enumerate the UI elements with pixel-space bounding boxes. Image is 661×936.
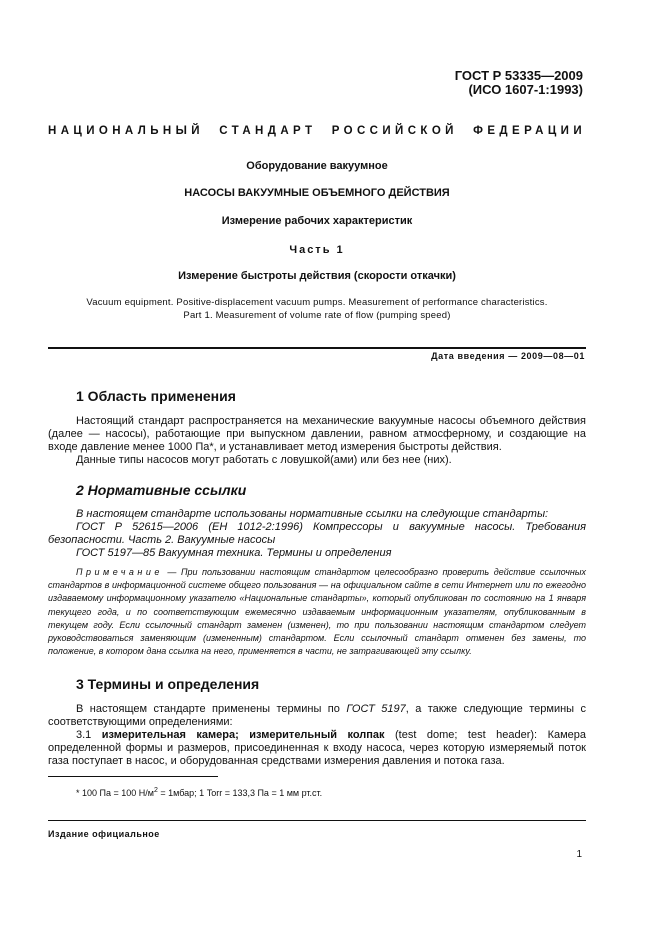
section-1-paragraph-2: Данные типы насосов могут работать с ловушкой(ами) или без нее (них). <box>76 454 452 466</box>
iso-code: (ИСО 1607-1:1993) <box>468 82 583 97</box>
footnote-superscript: 2 <box>153 787 158 794</box>
normative-reference-2: ГОСТ 5197—85 Вакуумная техника. Термины и определения <box>76 547 392 559</box>
section-1-heading: 1 Область применения <box>76 388 236 404</box>
footnote-divider <box>48 776 218 777</box>
page-number: 1 <box>576 849 582 860</box>
equipment-title: Оборудование вакуумное <box>246 160 388 172</box>
section-2-intro: В настоящем стандарте использованы нормативные ссылки на следующие стандарты: <box>76 508 549 520</box>
section-1-paragraph: Настоящий стандарт распространяется на механические вакуумные насосы объемного действия (далее — насосы), работающие при выпускном давлении, равном атмосферному, и создающие на входе давление менее 1000 Па*, и устанавливает метод измерения быстроты действия. <box>48 415 586 453</box>
divider <box>48 347 586 349</box>
part-label: Часть 1 <box>289 244 345 256</box>
banner-word: РОССИЙСКОЙ <box>331 125 458 137</box>
official-edition-label: Издание официальное <box>48 829 160 839</box>
standard-code: ГОСТ Р 53335—2009 <box>454 68 583 83</box>
introduction-date: Дата введения — 2009—08—01 <box>431 351 585 361</box>
section-3-intro-text-2: , а также следующие термины с соответствующими определениями: <box>48 703 587 728</box>
footnote <box>76 787 322 798</box>
national-standard-banner <box>48 125 586 137</box>
normative-reference-1: ГОСТ Р 52615—2006 (ЕН 1012-2:1996) Компрессоры и вакуумные насосы. Требования безопасности. Часть 2. Вакуумные насосы <box>48 521 586 546</box>
english-title-line2: Part 1. Measurement of volume rate of flow (pumping speed) <box>183 310 451 321</box>
banner-word: СТАНДАРТ <box>219 125 317 137</box>
document-title: НАСОСЫ ВАКУУМНЫЕ ОБЪЕМНОГО ДЕЙСТВИЯ <box>184 187 450 199</box>
document-subtitle: Измерение рабочих характеристик <box>221 215 413 227</box>
footnote-text: * 100 Па = 100 Н/м <box>76 788 154 798</box>
term-definition <box>48 729 586 768</box>
note <box>48 566 586 658</box>
term-name: измерительная камера; измерительный колпак <box>101 729 385 741</box>
english-title-line1: Vacuum equipment. Positive-displacement vacuum pumps. Measurement of performance characteristics. <box>86 297 548 308</box>
banner-word: НАЦИОНАЛЬНЫЙ <box>48 125 204 137</box>
section-3-heading: 3 Термины и определения <box>76 676 260 692</box>
footnote-text-2: = 1мбар; 1 Torr = 133,3 Па = 1 мм рт.ст. <box>157 788 323 798</box>
note-label: Примечание <box>76 567 163 577</box>
section-2-heading: 2 Нормативные ссылки <box>76 482 247 498</box>
term-description: (test dome; test header): Камера определенной формы и размеров, присоединенная к входу насоса, через которую измеряемый поток газа поступает в насос, и оборудованная средствами измерения давления и потока газа. <box>48 729 587 767</box>
section-3-intro <box>48 703 586 729</box>
footer-divider <box>48 820 586 821</box>
banner-word: ФЕДЕРАЦИИ <box>473 125 586 137</box>
part-title: Измерение быстроты действия (скорости откачки) <box>178 270 456 282</box>
note-text: — При пользовании настоящим стандартом целесообразно проверить действие ссылочных стандартов в информационной системе общего пользования — на официальном сайте в сети Интернет или по ежегодно издаваемому информационному указателю «Национальные стандарты», который опубликован по состоянию на 1 января текущего года, и по соответствующим ежемесячно издаваемым информационным указателям, опубликованным в текущем году. Если ссылочный стандарт заменен (изменен), то при пользовании настоящим стандартом следует руководствоваться заменяющим (измененным) стандартом. Если ссылочный стандарт отменен без замены, то положение, в котором дана ссылка на него, применяется в части, не затрагивающей эту ссылку. <box>48 567 586 657</box>
section-3-intro-text: В настоящем стандарте применены термины по <box>76 703 347 715</box>
gost-5197-reference: ГОСТ 5197 <box>346 703 406 715</box>
term-number: 3.1 <box>76 729 102 741</box>
